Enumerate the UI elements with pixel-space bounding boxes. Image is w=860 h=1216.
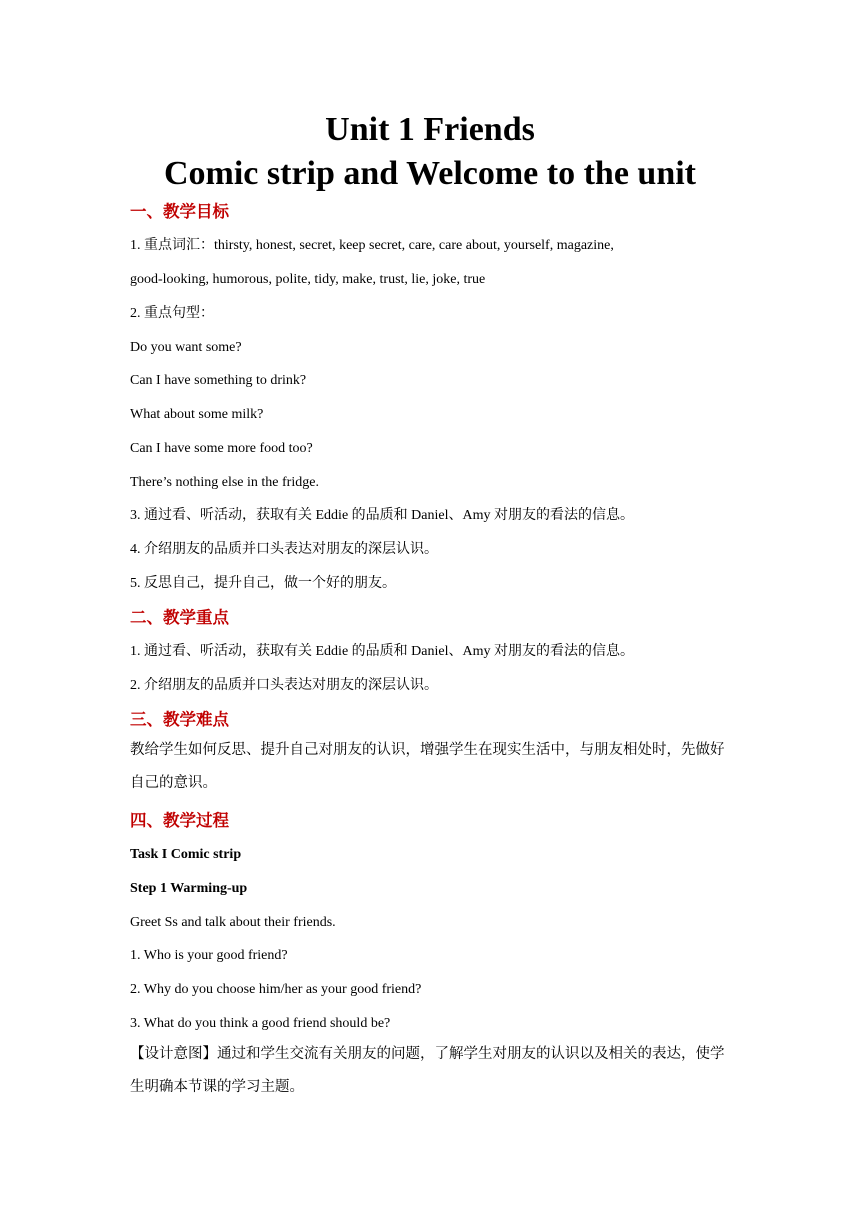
process-intro: Greet Ss and talk about their friends.	[130, 915, 336, 930]
objective-line-3: 2. 重点句型：	[130, 306, 214, 321]
objective-line-1: 1. 重点词汇：thirsty, honest, secret, keep secret, care, care about, yourself, magazine,	[130, 238, 614, 253]
question-1: 1. Who is your good friend?	[130, 948, 288, 963]
task-title: Task I Comic strip	[130, 847, 242, 862]
title-line-2: Comic strip and Welcome to the unit	[163, 155, 696, 192]
title-line-1: Unit 1 Friends	[325, 111, 535, 148]
question-2: 2. Why do you choose him/her as your good friend?	[130, 982, 422, 997]
objective-line-11: 5. 反思自己，提升自己，做一个好的朋友。	[130, 576, 396, 591]
key-point-line-2: 2. 介绍朋友的品质并口头表达对朋友的深层认识。	[130, 678, 438, 693]
section-heading-process: 四、教学过程	[130, 811, 229, 830]
section-heading-difficulties: 三、教学难点	[130, 710, 229, 729]
question-3: 3. What do you think a good friend should be?	[130, 1016, 391, 1031]
key-point-line-1: 1. 通过看、听活动，获取有关 Eddie 的品质和 Daniel、Amy 对朋友的看法的信息。	[130, 644, 634, 659]
section-objectives	[130, 202, 229, 222]
objective-line-5: Can I have something to drink?	[130, 373, 307, 388]
document-title	[130, 108, 730, 196]
step-title: Step 1 Warming-up	[130, 881, 248, 896]
design-intent: 【设计意图】通过和学生交流有关朋友的问题，了解学生对朋友的认识以及相关的表达，使学生明确本节课的学习主题。	[130, 1046, 725, 1095]
objective-line-6: What about some milk?	[130, 407, 264, 422]
objective-line-7: Can I have some more food too?	[130, 441, 313, 456]
section-heading-objectives: 一、教学目标	[130, 202, 229, 221]
objective-line-4: Do you want some?	[130, 340, 242, 355]
objective-line-8: There’s nothing else in the fridge.	[130, 475, 319, 490]
objective-line-10: 4. 介绍朋友的品质并口头表达对朋友的深层认识。	[130, 542, 438, 557]
objective-line-2: good-looking, humorous, polite, tidy, make, trust, lie, joke, true	[130, 272, 486, 287]
document-page	[130, 108, 730, 1095]
section-heading-key-points: 二、教学重点	[130, 608, 229, 627]
difficulties-text: 教给学生如何反思、提升自己对朋友的认识，增强学生在现实生活中，与朋友相处时，先做好自己的意识。	[130, 742, 725, 791]
objective-line-9: 3. 通过看、听活动，获取有关 Eddie 的品质和 Daniel、Amy 对朋友的看法的信息。	[130, 508, 634, 523]
